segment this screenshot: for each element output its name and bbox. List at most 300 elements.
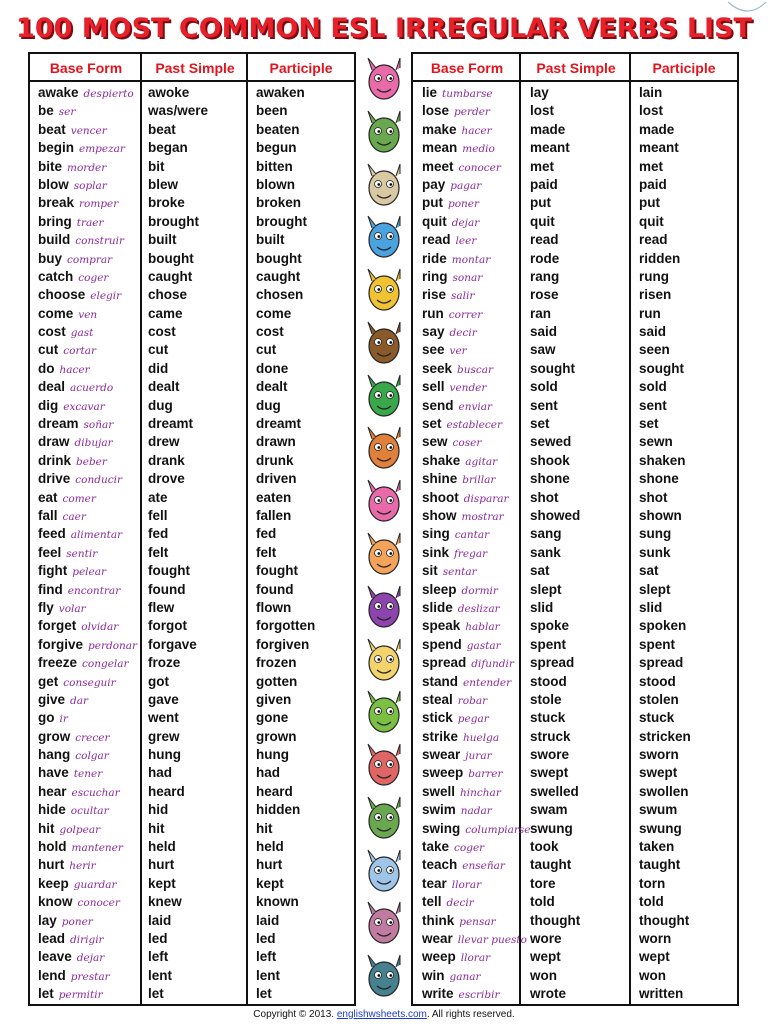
base-form-cell — [422, 323, 531, 341]
verb-base: lie — [422, 85, 438, 100]
teal-robot-monster-icon — [362, 949, 406, 1001]
past-simple-cell: sank — [530, 544, 561, 560]
verbs-table-right — [411, 52, 739, 1006]
participle-cell: swept — [639, 765, 678, 781]
past-simple-cell: built — [148, 232, 177, 248]
verb-base: give — [38, 691, 66, 707]
past-simple-cell: wore — [530, 930, 562, 946]
verb-base: rise — [422, 287, 447, 303]
participle-cell: chosen — [256, 287, 304, 303]
past-simple-cell: hurt — [148, 857, 175, 873]
verb-base: come — [38, 305, 74, 321]
verb-base: forgive — [38, 636, 84, 652]
spanish-translation: sentar — [442, 566, 477, 579]
participle-cell: meant — [639, 140, 679, 156]
base-form-cell — [422, 544, 531, 562]
header-past-simple: Past Simple — [142, 54, 248, 82]
verb-base: swing — [422, 820, 461, 836]
past-simple-cell: sought — [530, 360, 575, 376]
participle-cell: slept — [639, 581, 671, 597]
base-form-cell — [38, 599, 137, 617]
participle-cell: hurt — [256, 857, 283, 873]
participle-cell: dreamt — [256, 416, 302, 432]
participle-cell: found — [256, 581, 294, 597]
past-simple-column — [530, 84, 580, 1004]
verb-base: think — [422, 912, 455, 928]
verb-base: have — [38, 765, 69, 781]
spanish-translation: herir — [69, 860, 96, 873]
past-simple-cell: fought — [148, 563, 190, 579]
pink-pig-monster-icon — [362, 52, 406, 104]
past-simple-cell: went — [148, 710, 179, 726]
verb-base: tear — [422, 875, 447, 891]
yellow-spiky-monster-icon — [362, 263, 406, 315]
past-simple-cell: paid — [530, 176, 558, 192]
base-form-cell — [38, 912, 137, 930]
verb-base: cut — [38, 342, 59, 358]
past-simple-cell: knew — [148, 894, 182, 910]
base-form-cell — [38, 636, 137, 654]
past-simple-cell: began — [148, 140, 188, 156]
verb-base: lay — [38, 912, 57, 928]
verb-base: slide — [422, 599, 453, 615]
participle-cell: taught — [639, 857, 681, 873]
header-base-form: Base Form — [30, 54, 142, 82]
past-simple-cell: made — [530, 121, 566, 137]
base-form-cell — [422, 801, 531, 819]
spanish-translation: jurar — [465, 750, 492, 763]
participle-cell: ridden — [639, 250, 681, 266]
participle-cell: swum — [639, 802, 678, 818]
past-simple-cell: rang — [530, 268, 560, 284]
past-simple-cell: chose — [148, 287, 188, 303]
spanish-translation: comprar — [67, 253, 113, 266]
verb-base: speak — [422, 618, 461, 634]
participle-cell: torn — [639, 875, 666, 891]
participle-cell: built — [256, 232, 285, 248]
verb-base: dream — [38, 416, 79, 432]
base-form-cell — [38, 158, 137, 176]
spanish-translation: perder — [454, 106, 490, 119]
base-form-cell — [422, 673, 531, 691]
participle-cell: thought — [639, 912, 690, 928]
past-simple-cell: thought — [530, 912, 581, 928]
base-form-cell — [38, 617, 137, 635]
verb-base: shoot — [422, 489, 459, 505]
verb-base: pay — [422, 176, 446, 192]
base-form-cell — [422, 397, 531, 415]
past-simple-cell: stole — [530, 691, 562, 707]
verb-base: sell — [422, 379, 445, 395]
past-simple-cell: sat — [530, 563, 550, 579]
past-simple-cell: felt — [148, 544, 169, 560]
base-form-cell — [422, 507, 531, 525]
participle-cell: laid — [256, 912, 280, 928]
base-form-cell — [38, 673, 137, 691]
spanish-translation: barrer — [468, 768, 503, 781]
verb-base: let — [38, 986, 54, 1002]
past-simple-cell: shook — [530, 452, 570, 468]
corner-swirl-icon — [708, 0, 768, 30]
participle-cell: shown — [639, 507, 682, 523]
spanish-translation: dormir — [461, 584, 498, 597]
verb-base: quit — [422, 213, 447, 229]
participle-cell: known — [256, 894, 299, 910]
past-simple-cell: beat — [148, 121, 176, 137]
verb-base: fly — [38, 599, 54, 615]
spanish-translation: huelga — [463, 731, 500, 744]
verb-base: sweep — [422, 765, 464, 781]
participle-cell: let — [256, 986, 272, 1002]
base-form-cell — [38, 305, 137, 323]
spanish-translation: construir — [75, 235, 124, 248]
verb-base: send — [422, 397, 454, 413]
spanish-translation: cortar — [63, 345, 96, 358]
past-simple-cell: kept — [148, 875, 176, 891]
verb-base: cost — [38, 324, 66, 340]
base-form-column — [38, 84, 137, 1004]
spanish-translation: escuchar — [71, 786, 120, 799]
spanish-translation: olvidar — [81, 621, 119, 634]
verb-base: blow — [38, 176, 69, 192]
past-simple-cell: lent — [148, 967, 173, 983]
base-form-cell — [422, 176, 531, 194]
rights-text: . All rights reserved. — [426, 1009, 515, 1020]
base-form-cell — [422, 820, 531, 838]
participle-cell: hidden — [256, 802, 301, 818]
spanish-translation: enseñar — [462, 860, 505, 873]
spanish-translation: prestar — [70, 970, 110, 983]
participle-cell: spent — [639, 636, 676, 652]
verb-base: break — [38, 195, 75, 211]
base-form-cell — [38, 360, 137, 378]
verb-base: feel — [38, 544, 62, 560]
spanish-translation: volar — [58, 602, 86, 615]
verb-base: steal — [422, 691, 453, 707]
page-title: 100 MOST COMMON ESL IRREGULAR VERBS LIST — [16, 13, 752, 44]
spanish-translation: ver — [449, 345, 467, 358]
base-form-cell — [38, 176, 137, 194]
participle-cell: led — [256, 930, 276, 946]
spanish-translation: permitir — [58, 989, 103, 1002]
spanish-translation: medio — [462, 143, 495, 156]
base-form-cell — [38, 250, 137, 268]
participle-cell: stricken — [639, 728, 691, 744]
participle-cell: broken — [256, 195, 302, 211]
spanish-translation: coger — [454, 842, 485, 855]
base-form-cell — [422, 525, 531, 543]
past-simple-cell: held — [148, 839, 176, 855]
verb-base: drive — [38, 471, 71, 487]
base-form-cell — [38, 452, 137, 470]
spanish-translation: hacer — [59, 363, 90, 376]
participle-cell: cost — [256, 324, 284, 340]
past-simple-cell: set — [530, 416, 550, 432]
spanish-translation: despierto — [83, 88, 134, 100]
base-form-cell — [38, 84, 137, 102]
participle-cell: spoken — [639, 618, 687, 634]
base-form-cell — [38, 102, 137, 120]
spanish-translation: comer — [62, 492, 96, 505]
spanish-translation: excavar — [63, 400, 105, 413]
frankenstein-monster-icon — [362, 791, 406, 843]
orange-spiky-monster-icon — [362, 527, 406, 579]
past-simple-cell: wrote — [530, 986, 567, 1002]
base-form-cell — [422, 415, 531, 433]
header-base-form: Base Form — [413, 54, 521, 82]
spanish-translation: montar — [451, 253, 491, 266]
past-simple-cell: laid — [148, 912, 172, 928]
base-form-cell — [422, 102, 531, 120]
participle-cell: put — [639, 195, 660, 211]
verb-base: fight — [38, 563, 68, 579]
base-form-cell — [38, 856, 137, 874]
base-form-cell — [422, 912, 531, 930]
verb-base: see — [422, 342, 445, 358]
verb-base: choose — [38, 287, 86, 303]
verb-base: hurt — [38, 857, 65, 873]
verb-base: hit — [38, 820, 55, 836]
spanish-translation: guardar — [73, 878, 117, 891]
spanish-translation: pagar — [450, 179, 482, 192]
participle-cell: sold — [639, 379, 667, 395]
verb-base: drink — [38, 452, 72, 468]
verb-base: hold — [38, 839, 67, 855]
participle-cell: driven — [256, 471, 297, 487]
participle-cell: hit — [256, 820, 273, 836]
base-form-cell — [38, 838, 137, 856]
past-simple-cell: bought — [148, 250, 194, 266]
pink-pig-monster-icon — [362, 474, 406, 526]
verb-base: run — [422, 305, 444, 321]
participle-cell: fed — [256, 526, 277, 542]
verb-base: beat — [38, 121, 66, 137]
spanish-translation: tumbarse — [442, 88, 493, 100]
participle-column — [639, 84, 691, 1004]
verb-base: sit — [422, 563, 438, 579]
spanish-translation: difundir — [471, 658, 514, 671]
past-simple-cell: was/were — [148, 103, 209, 119]
base-form-cell — [422, 599, 531, 617]
participle-cell: heard — [256, 783, 293, 799]
verb-base: swear — [422, 747, 461, 763]
past-simple-cell: dealt — [148, 379, 180, 395]
past-simple-cell: grew — [148, 728, 180, 744]
past-simple-cell: brought — [148, 213, 199, 229]
participle-cell: fought — [256, 563, 298, 579]
spanish-translation: morder — [67, 161, 107, 174]
spanish-translation: fregar — [454, 547, 488, 560]
verb-base: sew — [422, 434, 448, 450]
past-simple-cell: blew — [148, 176, 179, 192]
past-simple-cell: left — [148, 949, 169, 965]
spanish-translation: ganar — [449, 970, 481, 983]
past-simple-cell: swung — [530, 820, 573, 836]
spanish-translation: llevar puesto — [457, 933, 527, 946]
base-form-cell — [422, 985, 531, 1003]
participle-cell: lent — [256, 967, 281, 983]
participle-cell: paid — [639, 176, 667, 192]
past-simple-cell: sang — [530, 526, 562, 542]
green-ogre-monster-icon — [362, 105, 406, 157]
past-simple-cell: met — [530, 158, 555, 174]
past-simple-cell: stuck — [530, 710, 566, 726]
spanish-translation: romper — [79, 198, 119, 211]
spanish-translation: dejar — [451, 216, 480, 229]
multi-eyed-monster-icon — [362, 421, 406, 473]
spanish-translation: ir — [59, 713, 68, 726]
base-form-cell — [422, 452, 531, 470]
participle-cell: shaken — [639, 452, 686, 468]
participle-cell: swollen — [639, 783, 689, 799]
participle-cell: caught — [256, 268, 301, 284]
blue-horned-monster-icon — [362, 210, 406, 262]
base-form-cell — [422, 250, 531, 268]
past-simple-cell: wept — [530, 949, 561, 965]
verb-base: tell — [422, 894, 442, 910]
participle-cell: bought — [256, 250, 302, 266]
base-form-cell — [38, 507, 137, 525]
past-simple-cell: flew — [148, 599, 175, 615]
verb-base: grow — [38, 728, 71, 744]
base-form-cell — [38, 764, 137, 782]
spanish-translation: pelear — [72, 566, 107, 579]
base-form-cell — [422, 746, 531, 764]
verb-base: hide — [38, 802, 66, 818]
base-form-cell — [422, 121, 531, 139]
spanish-translation: mostrar — [461, 510, 504, 523]
header-participle: Participle — [631, 54, 737, 82]
past-simple-cell: caught — [148, 268, 193, 284]
past-simple-cell: forgave — [148, 636, 197, 652]
past-simple-cell: spent — [530, 636, 567, 652]
participle-cell: told — [639, 894, 664, 910]
base-form-cell — [38, 397, 137, 415]
past-simple-cell: hung — [148, 747, 181, 763]
base-form-cell — [422, 875, 531, 893]
spanish-translation: disparar — [463, 492, 509, 505]
base-form-cell — [38, 875, 137, 893]
base-form-cell — [422, 948, 531, 966]
spanish-translation: coser — [452, 437, 482, 450]
verb-base: catch — [38, 268, 74, 284]
site-link[interactable]: englishwsheets.com — [336, 1009, 427, 1020]
participle-cell: eaten — [256, 489, 292, 505]
verb-base: hang — [38, 747, 71, 763]
base-form-cell — [422, 893, 531, 911]
verb-base: put — [422, 195, 443, 211]
base-form-cell — [422, 783, 531, 801]
verb-base: eat — [38, 489, 58, 505]
spanish-translation: encontrar — [67, 584, 121, 597]
spanish-translation: sonar — [452, 271, 483, 284]
participle-cell: written — [639, 986, 684, 1002]
spanish-translation: agitar — [465, 455, 498, 468]
verb-base: keep — [38, 875, 69, 891]
participle-cell: won — [639, 967, 666, 983]
base-form-cell — [422, 581, 531, 599]
verb-base: spread — [422, 655, 467, 671]
past-simple-cell: quit — [530, 213, 555, 229]
verb-base: draw — [38, 434, 70, 450]
past-simple-cell: taught — [530, 857, 572, 873]
verb-base: lend — [38, 967, 66, 983]
spanish-translation: hacer — [461, 124, 492, 137]
spanish-translation: entender — [463, 676, 512, 689]
spanish-translation: deslizar — [457, 602, 500, 615]
base-form-cell — [422, 691, 531, 709]
verb-base: show — [422, 507, 457, 523]
verb-base: wear — [422, 930, 453, 946]
base-form-cell — [422, 838, 531, 856]
past-simple-cell: stood — [530, 673, 567, 689]
participle-cell: sat — [639, 563, 659, 579]
verb-base: lose — [422, 103, 450, 119]
brown-furry-monster-icon — [362, 316, 406, 368]
base-form-cell — [38, 433, 137, 451]
spanish-translation: colgar — [75, 750, 109, 763]
base-form-cell — [422, 158, 531, 176]
verb-base: be — [38, 103, 54, 119]
monster-illustrations — [357, 52, 411, 1006]
spanish-translation: ocultar — [70, 805, 109, 818]
spanish-translation: pensar — [459, 915, 496, 928]
past-simple-cell: took — [530, 839, 559, 855]
base-form-cell — [422, 305, 531, 323]
past-simple-cell: gave — [148, 691, 179, 707]
verb-base: forget — [38, 618, 77, 634]
participle-cell: sent — [639, 397, 667, 413]
past-simple-cell: won — [530, 967, 557, 983]
participle-cell: sewn — [639, 434, 673, 450]
base-form-cell — [422, 489, 531, 507]
base-form-column — [422, 84, 531, 1004]
participle-cell: met — [639, 158, 664, 174]
base-form-cell — [38, 525, 137, 543]
spanish-translation: buscar — [457, 363, 494, 376]
participle-cell: held — [256, 839, 284, 855]
past-simple-cell: showed — [530, 507, 581, 523]
spanish-translation: brillar — [462, 474, 496, 487]
past-simple-cell: ran — [530, 305, 552, 321]
verb-base: begin — [38, 140, 74, 156]
verb-base: fall — [38, 507, 58, 523]
base-form-cell — [38, 286, 137, 304]
participle-cell: gotten — [256, 673, 298, 689]
spanish-translation: conseguir — [63, 676, 116, 689]
past-simple-cell: got — [148, 673, 169, 689]
base-form-cell — [422, 231, 531, 249]
column-divider — [246, 54, 248, 1004]
verb-base: read — [422, 232, 451, 248]
participle-cell: come — [256, 305, 292, 321]
spotted-monster-icon — [362, 844, 406, 896]
header-participle: Participle — [248, 54, 354, 82]
base-form-cell — [38, 985, 137, 1003]
verb-base: build — [38, 232, 71, 248]
participle-cell: dealt — [256, 379, 288, 395]
base-form-cell — [38, 930, 137, 948]
past-simple-cell: cut — [148, 342, 169, 358]
past-simple-cell: bit — [148, 158, 165, 174]
participle-cell: dug — [256, 397, 281, 413]
base-form-cell — [38, 489, 137, 507]
participle-cell: sought — [639, 360, 684, 376]
verb-base: deal — [38, 379, 66, 395]
participle-cell: wept — [639, 949, 670, 965]
past-simple-cell: spread — [530, 655, 575, 671]
past-simple-cell: read — [530, 232, 559, 248]
